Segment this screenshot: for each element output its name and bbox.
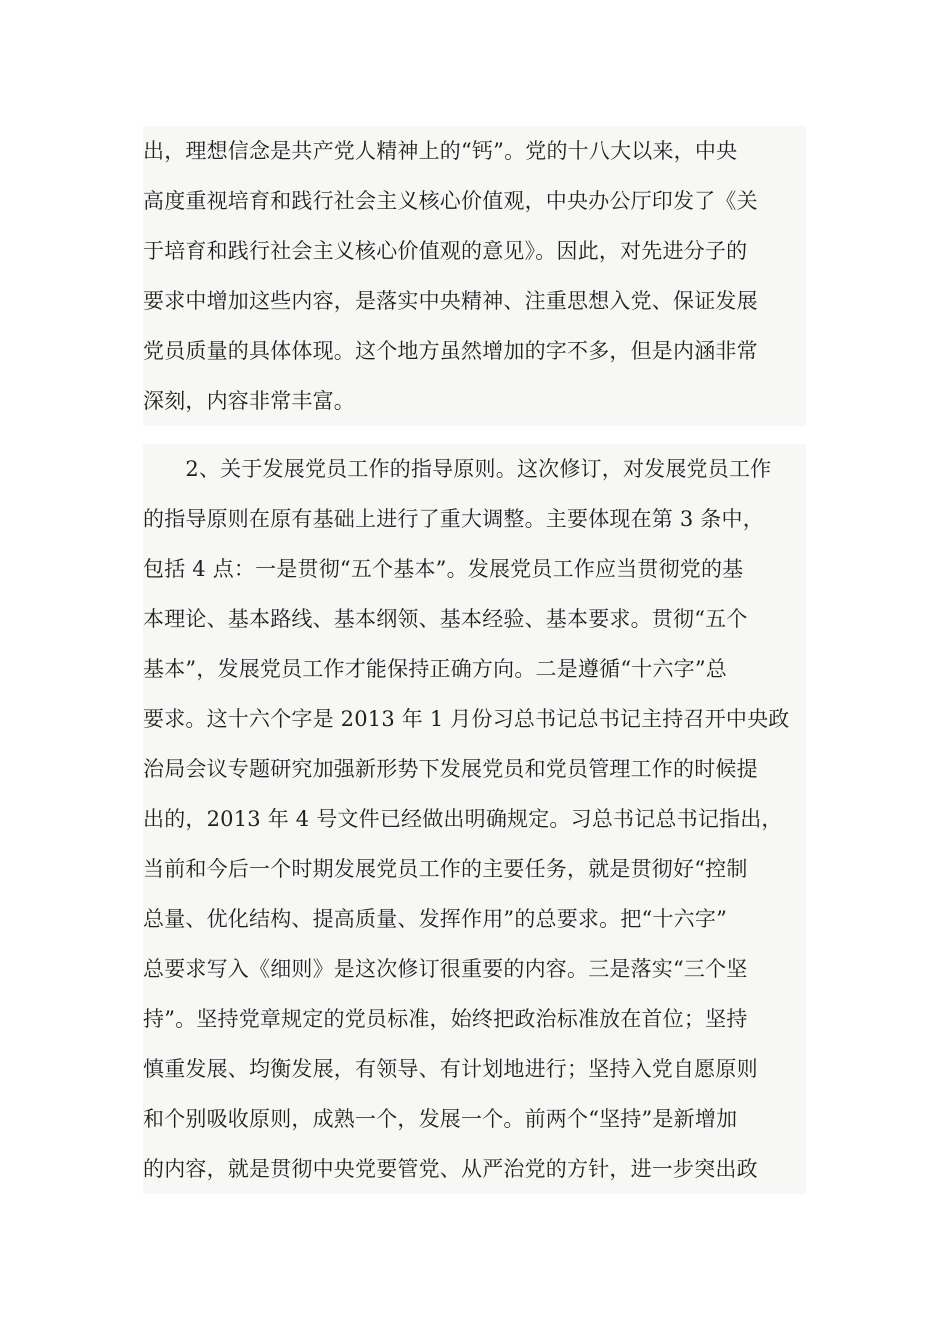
- text-line: 治局会议专题研究加强新形势下发展党员和党员管理工作的时候提: [143, 757, 758, 781]
- text-line: 基本”，发展党员工作才能保持正确方向。二是遵循“十六字”总: [143, 657, 728, 681]
- paragraph-2: [143, 444, 806, 1194]
- text-line: 和个别吸收原则，成熟一个，发展一个。前两个“坚持”是新增加: [143, 1107, 738, 1131]
- text-line: 当前和今后一个时期发展党员工作的主要任务，就是贯彻好“控制: [143, 857, 748, 881]
- text-line: 高度重视培育和践行社会主义核心价值观，中央办公厅印发了《关: [143, 189, 758, 213]
- text-line: 2、关于发展党员工作的指导原则。这次修订，对发展党员工作: [143, 457, 772, 481]
- text-line: 要求中增加这些内容，是落实中央精神、注重思想入党、保证发展: [143, 289, 758, 313]
- text-line: 持”。坚持党章规定的党员标准，始终把政治标准放在首位；坚持: [143, 1007, 748, 1031]
- text-line: 党员质量的具体体现。这个地方虽然增加的字不多，但是内涵非常: [143, 339, 758, 363]
- text-line: 包括 4 点：一是贯彻“五个基本”。发展党员工作应当贯彻党的基: [143, 557, 744, 581]
- text-line: 出，理想信念是共产党人精神上的“钙”。党的十八大以来，中央: [143, 139, 738, 163]
- text-line: 总量、优化结构、提高质量、发挥作用”的总要求。把“十六字”: [143, 907, 728, 931]
- text-line: 总要求写入《细则》是这次修订很重要的内容。三是落实“三个坚: [143, 957, 748, 981]
- text-line: 本理论、基本路线、基本纲领、基本经验、基本要求。贯彻“五个: [143, 607, 748, 631]
- text-line: 的指导原则在原有基础上进行了重大调整。主要体现在第 3 条中，: [143, 507, 764, 531]
- text-line: 要求。这十六个字是 2013 年 1 月份习总书记总书记主持召开中央政: [143, 707, 790, 731]
- text-line: 的内容，就是贯彻中央党要管党、从严治党的方针，进一步突出政: [143, 1157, 758, 1181]
- text-line: 出的，2013 年 4 号文件已经做出明确规定。习总书记总书记指出，: [143, 807, 783, 831]
- paragraph-1: [143, 126, 806, 426]
- text-line: 慎重发展、均衡发展，有领导、有计划地进行；坚持入党自愿原则: [143, 1057, 758, 1081]
- text-line: 深刻，内容非常丰富。: [143, 389, 355, 413]
- text-line: 于培育和践行社会主义核心价值观的意见》。因此，对先进分子的: [143, 239, 748, 263]
